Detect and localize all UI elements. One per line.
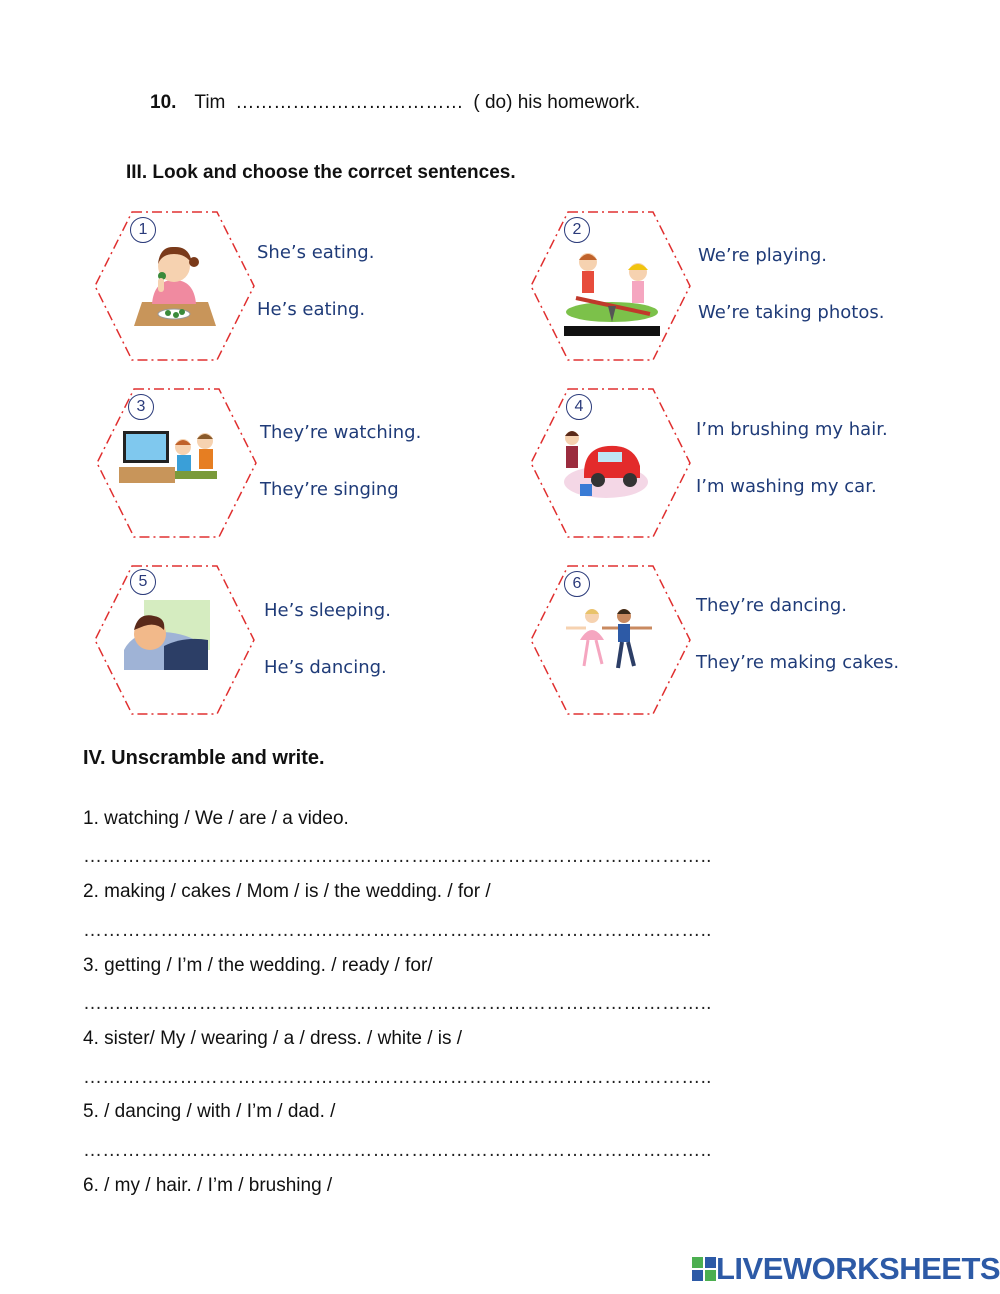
- choice-item-3: [94, 387, 514, 547]
- option-2[interactable]: I’m washing my car.: [696, 476, 877, 497]
- answer-line-5[interactable]: ……………………………………………………………………………………..: [83, 1140, 712, 1161]
- item-number-badge: 4: [566, 394, 592, 420]
- option-1[interactable]: He’s sleeping.: [264, 600, 391, 621]
- option-2[interactable]: He’s dancing.: [264, 657, 387, 678]
- option-2[interactable]: He’s eating.: [257, 299, 366, 320]
- girl-eating-icon: [130, 238, 220, 330]
- option-1[interactable]: I’m brushing my hair.: [696, 419, 888, 440]
- kids-watching-tv-icon: [119, 429, 224, 489]
- item-number-badge: 1: [130, 217, 156, 243]
- choice-item-5: [92, 564, 512, 724]
- kids-dancing-icon: [556, 606, 656, 672]
- question-rest: ( do) his homework.: [473, 92, 641, 113]
- question-number: 10.: [150, 92, 177, 113]
- answer-line-3[interactable]: ……………………………………………………………………………………..: [83, 993, 712, 1014]
- liveworksheets-logo: [692, 1252, 1000, 1286]
- liveworksheets-logo-icon: [692, 1257, 716, 1281]
- choice-item-4: [528, 387, 948, 547]
- option-1[interactable]: We’re playing.: [698, 245, 828, 266]
- option-2[interactable]: We’re taking photos.: [698, 302, 885, 323]
- item-number-badge: 5: [130, 569, 156, 595]
- washing-car-icon: [558, 422, 648, 502]
- answer-line-1[interactable]: ……………………………………………………………………………………..: [83, 846, 712, 867]
- option-1[interactable]: She’s eating.: [257, 242, 375, 263]
- option-1[interactable]: They’re dancing.: [696, 595, 847, 616]
- question-subject: Tim: [194, 92, 226, 113]
- unscramble-prompt-4: 4. sister/ My / wearing / a / dress. / white / is /: [83, 1028, 463, 1049]
- unscramble-prompt-6: 6. / my / hair. / I’m / brushing /: [83, 1175, 333, 1196]
- answer-line-4[interactable]: ……………………………………………………………………………………..: [83, 1067, 712, 1088]
- question-10: [150, 92, 640, 114]
- boy-sleeping-icon: [124, 600, 210, 672]
- item-number-badge: 3: [128, 394, 154, 420]
- section-4-heading: IV. Unscramble and write.: [83, 747, 325, 769]
- choice-item-2: [528, 210, 948, 370]
- item-number-badge: 2: [564, 217, 590, 243]
- choice-item-6: [528, 564, 948, 724]
- option-1[interactable]: They’re watching.: [260, 422, 422, 443]
- item-number-badge: 6: [564, 571, 590, 597]
- choice-item-1: [92, 210, 512, 370]
- answer-blank[interactable]: ………………………………: [235, 92, 464, 113]
- unscramble-prompt-5: 5. / dancing / with / I’m / dad. /: [83, 1101, 336, 1122]
- unscramble-prompt-1: 1. watching / We / are / a video.: [83, 808, 349, 829]
- answer-line-2[interactable]: ……………………………………………………………………………………..: [83, 920, 712, 941]
- kids-seesaw-icon: [562, 242, 662, 338]
- unscramble-prompt-3: 3. getting / I’m / the wedding. / ready / for/: [83, 955, 433, 976]
- section-3-heading: III. Look and choose the corrcet sentences.: [126, 162, 516, 183]
- logo-text: LIVEWORKSHEETS: [716, 1251, 1000, 1286]
- option-2[interactable]: They’re making cakes.: [696, 652, 900, 673]
- option-2[interactable]: They’re singing: [260, 479, 399, 500]
- unscramble-prompt-2: 2. making / cakes / Mom / is / the wedding. / for /: [83, 881, 491, 902]
